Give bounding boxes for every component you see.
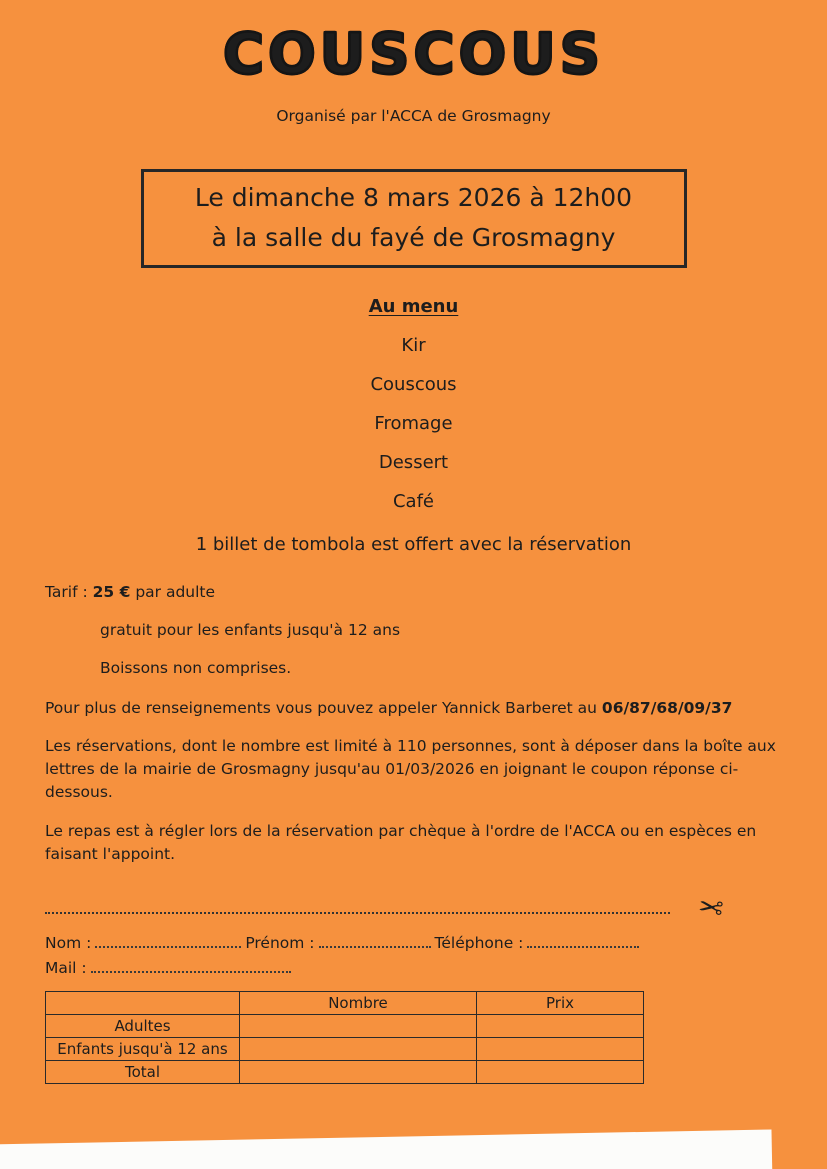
nom-blank-line (95, 934, 241, 948)
tarif-suffix: par adulte (135, 582, 216, 601)
mail-label: Mail : (45, 959, 87, 978)
table-header-nombre: Nombre (240, 992, 477, 1015)
table-header-row (46, 992, 644, 1015)
payment-note: Le repas est à régler lors de la réservation par chèque à l'ordre de l'ACCA ou en espèces en faisant l'appoint. (45, 821, 757, 863)
flyer-subtitle: Organisé par l'ACCA de Grosmagny (276, 106, 551, 125)
row-label-adultes: Adultes (46, 1015, 240, 1038)
drinks-note: Boissons non comprises. (100, 659, 292, 678)
cut-line (45, 889, 782, 928)
event-date-line: Le dimanche 8 mars 2026 à 12h00 (194, 182, 633, 212)
table-row-adultes (46, 1015, 644, 1038)
prenom-label: Prénom : (245, 934, 315, 953)
table-row-enfants (46, 1038, 644, 1061)
cell-adultes-nombre (240, 1015, 477, 1038)
row-label-total: Total (46, 1061, 240, 1084)
nom-label: Nom : (45, 934, 92, 953)
menu-item-fromage: Fromage (374, 412, 453, 434)
event-place-line: à la salle du fayé de Grosmagny (211, 223, 616, 253)
cell-total-nombre (240, 1061, 477, 1084)
coupon-mail-row (45, 959, 782, 977)
table-header-prix: Prix (477, 992, 644, 1015)
contact-text: Pour plus de renseignements vous pouvez appeler Yannick Barberet au (45, 698, 597, 717)
telephone-blank-line (527, 934, 639, 948)
menu-item-kir: Kir (401, 334, 426, 356)
contact-phone: 06/87/68/09/37 (601, 698, 733, 717)
scissors-icon: ✂ (695, 889, 726, 928)
contact-line (45, 697, 782, 720)
mail-blank-line (91, 959, 291, 973)
cell-enfants-prix (477, 1038, 644, 1061)
cell-total-prix (477, 1061, 644, 1084)
menu-item-cafe: Café (392, 490, 434, 512)
tombola-note: 1 billet de tombola est offert avec la réservation (195, 533, 632, 555)
cut-dotted-line (45, 912, 670, 914)
coupon-table (45, 991, 644, 1084)
menu-item-couscous: Couscous (370, 373, 457, 395)
children-free-note: gratuit pour les enfants jusqu'à 12 ans (100, 621, 401, 640)
flyer-title: COUSCOUS (222, 22, 604, 87)
telephone-label: Téléphone : (434, 934, 524, 953)
coupon-name-row (45, 934, 782, 952)
menu-item-dessert: Dessert (378, 451, 449, 473)
menu-heading: Au menu (368, 295, 459, 317)
tarif-label: Tarif : (45, 582, 88, 601)
event-date-box (141, 169, 687, 268)
prenom-blank-line (319, 934, 431, 948)
tarif-price: 25 € (92, 582, 131, 601)
cell-enfants-nombre (240, 1038, 477, 1061)
tarif-line (45, 581, 782, 604)
table-header-empty (46, 992, 240, 1015)
reservation-note: Les réservations, dont le nombre est limité à 110 personnes, sont à déposer dans la boîte aux lettres de la mairie de Grosmagny jusqu'au 01/03/2026 en joignant le coupon réponse ci-dessous. (45, 736, 776, 802)
scan-edge-artifact (0, 1129, 772, 1169)
cell-adultes-prix (477, 1015, 644, 1038)
row-label-enfants: Enfants jusqu'à 12 ans (46, 1038, 240, 1061)
table-row-total (46, 1061, 644, 1084)
